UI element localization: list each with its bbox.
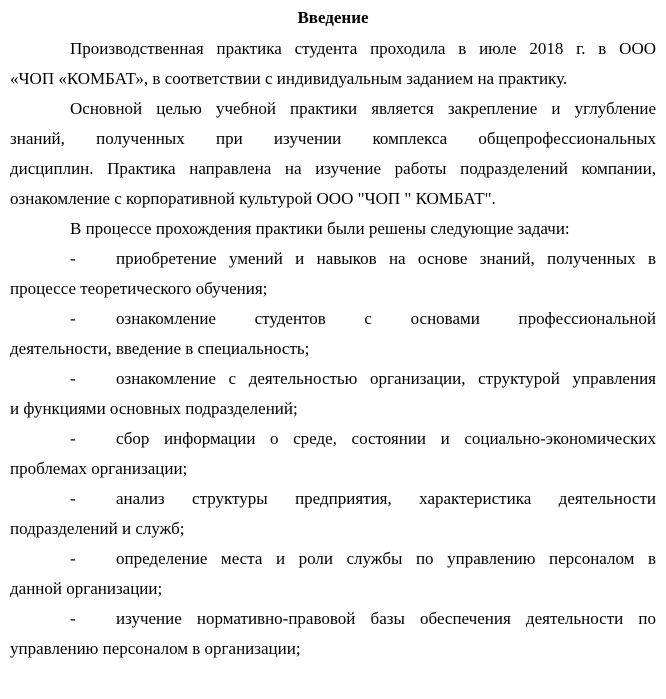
document-title: Введение: [297, 8, 369, 27]
paragraph-line: «ЧОП «КОМБАТ», в соответствии с индивидуальным заданием на практику.: [10, 69, 568, 88]
list-item: [10, 424, 656, 484]
list-item-text: ознакомление студентов с основами профессиональной: [116, 309, 656, 328]
list-item-text: изучение нормативно-правовой базы обеспечения деятельности по: [116, 609, 656, 628]
paragraph-line: В процессе прохождения практики были решены следующие задачи:: [70, 219, 570, 238]
task-list: [10, 244, 656, 664]
list-item-continuation: управлению персоналом в организации;: [10, 639, 301, 658]
list-item: [10, 604, 656, 664]
list-item-text: ознакомление с деятельностью организации, структурой управления: [116, 369, 656, 388]
paragraph-tasks-intro: [10, 214, 656, 244]
list-item-continuation: процессе теоретического обучения;: [10, 279, 268, 298]
list-item: [10, 484, 656, 544]
paragraph-line: Основной целью учебной практики является закрепление и углубление: [70, 99, 656, 118]
paragraph-goal: [10, 94, 656, 214]
document-page: [10, 6, 656, 664]
bullet-marker: -: [70, 429, 76, 448]
bullet-marker: -: [70, 609, 76, 628]
paragraph-intro: [10, 34, 656, 94]
list-item: [10, 364, 656, 424]
paragraph-line: знаний, полученных при изучении комплекса общепрофессиональных: [10, 129, 656, 148]
list-item-text: сбор информации о среде, состоянии и социально-экономических: [116, 429, 656, 448]
bullet-marker: -: [70, 369, 76, 388]
paragraph-line: Производственная практика студента проходила в июле 2018 г. в ООО: [70, 39, 656, 58]
bullet-marker: -: [70, 309, 76, 328]
paragraph-line: дисциплин. Практика направлена на изучение работы подразделений компании,: [10, 159, 656, 178]
list-item-continuation: проблемах организации;: [10, 459, 188, 478]
list-item-continuation: данной организации;: [10, 579, 163, 598]
list-item-continuation: подразделений и служб;: [10, 519, 185, 538]
list-item: [10, 304, 656, 364]
list-item: [10, 544, 656, 604]
bullet-marker: -: [70, 549, 76, 568]
list-item: [10, 244, 656, 304]
list-item-text: определение места и роли службы по управлению персоналом в: [116, 549, 656, 568]
list-item-continuation: и функциями основных подразделений;: [10, 399, 298, 418]
list-item-text: приобретение умений и навыков на основе знаний, полученных в: [116, 249, 656, 268]
bullet-marker: -: [70, 249, 76, 268]
paragraph-line: ознакомление с корпоративной культурой ООО "ЧОП " КОМБАТ".: [10, 189, 496, 208]
list-item-continuation: деятельности, введение в специальность;: [10, 339, 310, 358]
list-item-text: анализ структуры предприятия, характеристика деятельности: [116, 489, 656, 508]
bullet-marker: -: [70, 489, 76, 508]
